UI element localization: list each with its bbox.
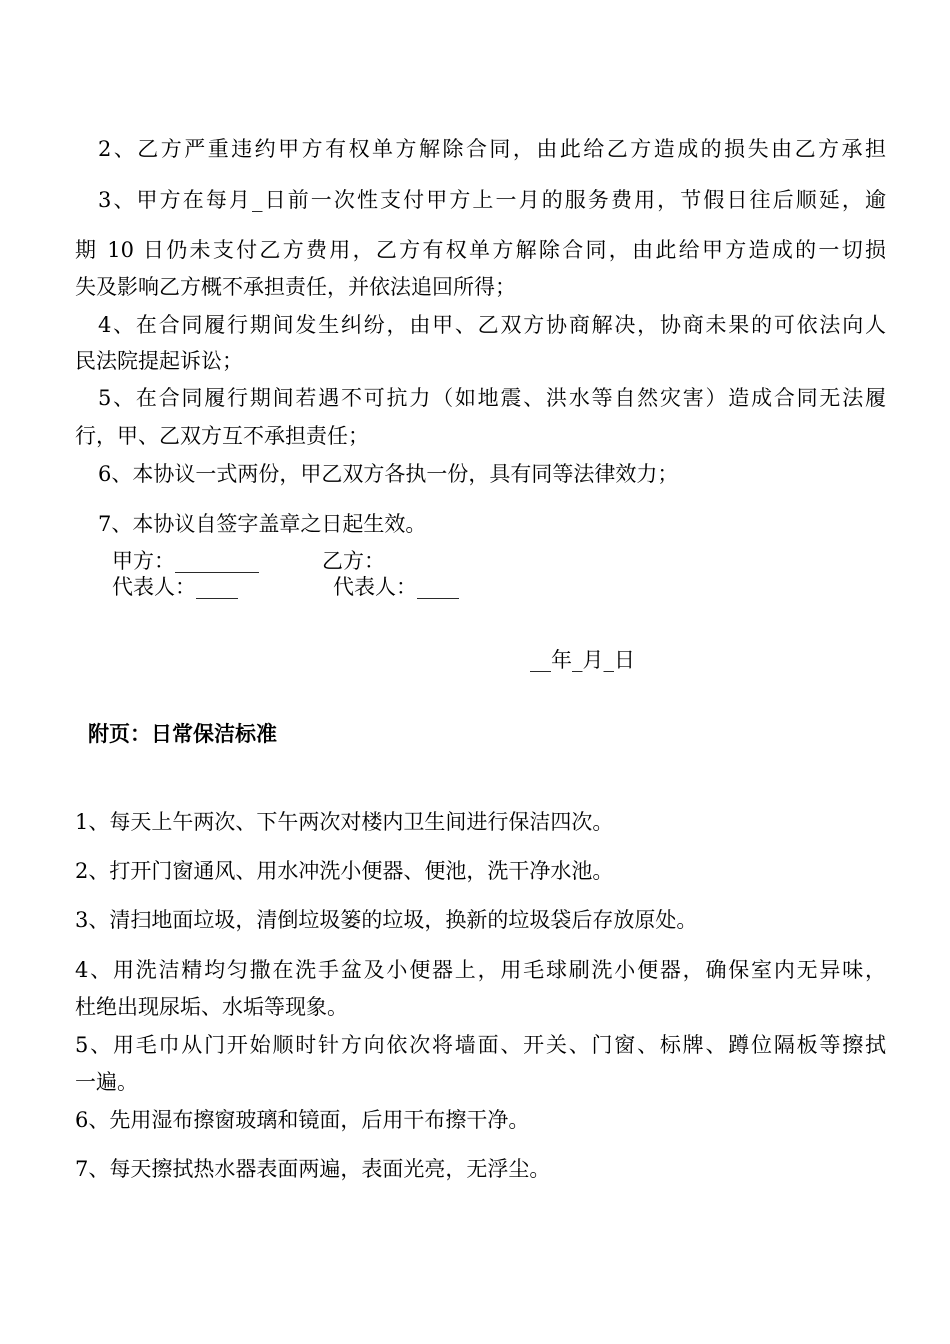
contract-item-2: 2、乙方严重违约甲方有权单方解除合同，由此给乙方造成的损失由乙方承担 [98,137,886,161]
appendix-item-6: 6、先用湿布擦窗玻璃和镜面，后用干布擦干净。 [75,1108,530,1132]
party-a-representative: 代表人：____ [112,575,238,599]
contract-item-6: 6、本协议一式两份，甲乙双方各执一份，具有同等法律效力； [98,462,679,486]
appendix-item-2: 2、打开门窗通风、用水冲洗小便器、便池，洗干净水池。 [75,859,614,883]
contract-item-3-line-3: 失及影响乙方概不承担责任，并依法追回所得； [75,275,516,299]
appendix-item-5-line-1: 5、用毛巾从门开始顺时针方向依次将墙面、开关、门窗、标牌、蹲位隔板等擦拭 [75,1033,886,1057]
contract-item-3-line-2: 期 10 日仍未支付乙方费用，乙方有权单方解除合同，由此给甲方造成的一切损 [75,238,886,262]
appendix-item-4-line-1: 4、用洗洁精均匀撒在洗手盆及小便器上，用毛球刷洗小便器，确保室内无异味， [75,958,886,982]
contract-item-7: 7、本协议自签字盖章之日起生效。 [98,512,427,536]
party-b-representative: 代表人：____ [333,575,459,599]
contract-item-5-line-1: 5、在合同履行期间若遇不可抗力（如地震、洪水等自然灾害）造成合同无法履 [98,386,886,410]
signing-date: __年_月_日 [530,648,635,672]
appendix-item-1: 1、每天上午两次、下午两次对楼内卫生间进行保洁四次。 [75,810,614,834]
party-b-signature: 乙方： [322,549,385,573]
appendix-item-4-line-2: 杜绝出现尿垢、水垢等现象。 [75,995,348,1019]
party-a-signature: 甲方：________ [112,549,259,573]
contract-item-5-line-2: 行，甲、乙双方互不承担责任； [75,424,369,448]
appendix-item-3: 3、清扫地面垃圾，清倒垃圾篓的垃圾，换新的垃圾袋后存放原处。 [75,908,698,932]
appendix-item-5-line-2: 一遍。 [75,1070,138,1094]
contract-item-4-line-1: 4、在合同履行期间发生纠纷，由甲、乙双方协商解决，协商未果的可依法向人 [98,313,886,337]
contract-item-4-line-2: 民法院提起诉讼； [75,349,243,373]
appendix-item-7: 7、每天擦拭热水器表面两遍，表面光亮，无浮尘。 [75,1157,551,1181]
appendix-title: 附页：日常保洁标准 [88,721,277,746]
contract-item-3-line-1: 3、甲方在每月_日前一次性支付甲方上一月的服务费用，节假日往后顺延，逾 [98,188,886,212]
